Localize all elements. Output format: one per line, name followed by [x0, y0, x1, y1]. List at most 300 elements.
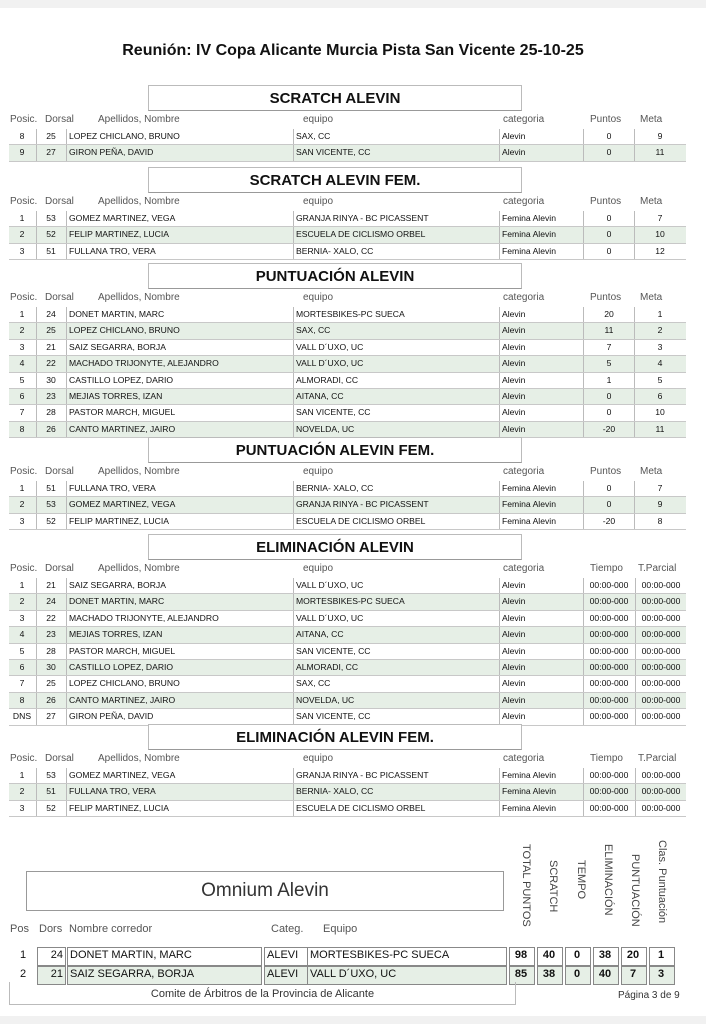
- footer-committee: Comite de Árbitros de la Provincia de Alicante: [9, 982, 516, 1005]
- section-rows: [9, 481, 686, 530]
- cell-t2: 00:00-000: [641, 580, 681, 590]
- cell-pts: 0: [606, 390, 612, 401]
- cell-team: ESCUELA DE CICLISMO ORBEL: [296, 802, 426, 813]
- cell-pos: 2: [19, 596, 25, 607]
- cell-t2: 00:00-000: [641, 786, 681, 797]
- column-divider: [634, 323, 635, 338]
- cell-pos: 8: [19, 131, 25, 141]
- section-title: PUNTUACIÓN ALEVIN: [148, 263, 522, 289]
- cell-name: PASTOR MARCH, MIGUEL: [69, 645, 176, 656]
- column-divider: [66, 405, 67, 420]
- column-divider: [293, 211, 294, 226]
- column-divider: [634, 422, 635, 437]
- table-row: [9, 693, 686, 709]
- cell-team: SAX, CC: [296, 131, 331, 141]
- cell-t1: 00:00-000: [589, 645, 629, 656]
- cell-t2: 00:00-000: [641, 770, 681, 780]
- column-divider: [293, 373, 294, 388]
- cell-team: SAX, CC: [296, 678, 331, 689]
- cell-name: MACHADO TRIJONYTE, ALEJANDRO: [69, 612, 219, 623]
- cell-t2: 00:00-000: [641, 629, 681, 640]
- table-row: [9, 211, 686, 227]
- column-divider: [293, 422, 294, 437]
- table-row: [9, 676, 686, 692]
- section-title: ELIMINACIÓN ALEVIN: [148, 534, 522, 560]
- cell-name: CANTO MARTINEZ, JAIRO: [69, 423, 176, 434]
- column-divider: [634, 340, 635, 355]
- cell-t1: 00:00-000: [589, 694, 629, 705]
- cell-meta: 5: [657, 374, 663, 385]
- column-divider: [66, 307, 67, 322]
- column-divider: [293, 644, 294, 659]
- cell-name: GOMEZ MARTINEZ, VEGA: [69, 499, 176, 510]
- table-row: [9, 481, 686, 497]
- cell-team: GRANJA RINYA - BC PICASSENT: [296, 499, 429, 510]
- section-rows: [9, 578, 686, 726]
- section-title: PUNTUACIÓN ALEVIN FEM.: [148, 437, 522, 463]
- header-cat: categoria: [503, 753, 545, 764]
- cell-team: VALL D´UXO, UC: [296, 358, 364, 369]
- cell-pos: 2: [19, 325, 25, 336]
- cell-cat: Alevin: [502, 358, 526, 369]
- table-row: [9, 644, 686, 660]
- cell-pts: 7: [606, 341, 612, 352]
- column-divider: [293, 481, 294, 496]
- header-pos: Posic.: [10, 196, 38, 207]
- header-pos: Posic.: [10, 563, 38, 574]
- cell-pos: 8: [19, 423, 25, 434]
- cell-pos: 7: [19, 678, 25, 689]
- header-dorsal: Dorsal: [45, 753, 74, 764]
- cell-cat: Alevin: [502, 325, 526, 336]
- cell-name: MEJIAS TORRES, IZAN: [69, 629, 163, 640]
- table-row: [9, 594, 686, 610]
- column-divider: [293, 594, 294, 609]
- column-divider: [634, 129, 635, 144]
- table-row: [9, 422, 686, 438]
- omnium-vertical-header: PUNTUACIÓN: [629, 854, 641, 927]
- cell-meta: 10: [655, 229, 665, 240]
- column-divider: [293, 129, 294, 144]
- column-divider: [499, 676, 500, 691]
- cell-cat: Alevin: [502, 390, 526, 401]
- column-divider: [293, 801, 294, 816]
- page-number: Página 3 de 9: [618, 990, 680, 1001]
- header-meta: Meta: [640, 196, 663, 207]
- column-divider: [583, 497, 584, 512]
- column-divider: [499, 627, 500, 642]
- cell-name: MACHADO TRIJONYTE, ALEJANDRO: [69, 358, 219, 369]
- omnium-header-name: Nombre corredor: [69, 923, 153, 935]
- omnium-cell-clas: 3: [657, 968, 665, 980]
- header-cat: categoria: [503, 466, 545, 477]
- cell-dorsal: 24: [46, 596, 56, 607]
- cell-pos: 7: [19, 407, 25, 418]
- cell-pts: -20: [602, 423, 616, 434]
- column-divider: [634, 356, 635, 371]
- header-t2: T.Parcial: [638, 563, 677, 574]
- cell-meta: 4: [657, 358, 663, 369]
- cell-name: FELIP MARTINEZ, LUCIA: [69, 515, 169, 526]
- omnium-title: Omnium Alevin: [26, 871, 504, 911]
- cell-t2: 00:00-000: [641, 645, 681, 656]
- cell-pos: 5: [19, 645, 25, 656]
- column-divider: [499, 211, 500, 226]
- column-divider: [66, 129, 67, 144]
- column-divider: [293, 145, 294, 160]
- column-divider: [499, 356, 500, 371]
- cell-dorsal: 51: [46, 245, 56, 256]
- cell-dorsal: 26: [46, 694, 56, 705]
- column-divider: [583, 211, 584, 226]
- table-row: [9, 611, 686, 627]
- cell-meta: 2: [657, 325, 663, 336]
- cell-meta: 1: [657, 309, 663, 319]
- column-divider: [499, 611, 500, 626]
- column-divider: [583, 145, 584, 160]
- omnium-cell-team: VALL D´UXO, UC: [310, 968, 397, 980]
- cell-pos: 6: [19, 661, 25, 672]
- column-divider: [634, 389, 635, 404]
- column-divider: [583, 422, 584, 437]
- column-divider: [293, 578, 294, 593]
- table-row: [9, 405, 686, 421]
- cell-dorsal: 26: [46, 423, 56, 434]
- column-divider: [66, 514, 67, 529]
- cell-pos: 1: [19, 309, 25, 319]
- table-row: [9, 578, 686, 594]
- column-divider: [66, 801, 67, 816]
- omnium-cell-elim: 40: [598, 968, 612, 980]
- cell-team: SAN VICENTE, CC: [296, 645, 371, 656]
- omnium-vertical-header: Clas. Puntuación: [656, 840, 668, 924]
- column-divider: [499, 660, 500, 675]
- column-divider: [499, 784, 500, 799]
- column-divider: [293, 323, 294, 338]
- header-name: Apellidos, Nombre: [98, 292, 180, 303]
- cell-name: CANTO MARTINEZ, JAIRO: [69, 694, 176, 705]
- cell-cat: Alevin: [502, 645, 526, 656]
- cell-team: SAX, CC: [296, 325, 331, 336]
- column-divider: [293, 709, 294, 724]
- header-name: Apellidos, Nombre: [98, 753, 180, 764]
- omnium-cell-pos: 2: [19, 968, 27, 980]
- omnium-cell-name: SAIZ SEGARRA, BORJA: [70, 968, 195, 980]
- header-pos: Posic.: [10, 292, 38, 303]
- cell-pos: 3: [19, 341, 25, 352]
- header-t1: Tiempo: [590, 753, 623, 764]
- cell-pos: DNS: [12, 711, 32, 722]
- column-divider: [583, 227, 584, 242]
- cell-dorsal: 53: [46, 499, 56, 510]
- cell-dorsal: 21: [46, 580, 56, 590]
- cell-meta: 6: [657, 390, 663, 401]
- page-title: Reunión: IV Copa Alicante Murcia Pista San Vicente 25-10-25: [122, 42, 584, 59]
- header-pos: Posic.: [10, 114, 38, 125]
- header-dorsal: Dorsal: [45, 466, 74, 477]
- cell-pts: 0: [606, 483, 612, 493]
- cell-t1: 00:00-000: [589, 612, 629, 623]
- table-row: [9, 145, 686, 161]
- cell-name: CASTILLO LOPEZ, DARIO: [69, 661, 174, 672]
- cell-t2: 00:00-000: [641, 596, 681, 607]
- section-rows: [9, 307, 686, 438]
- column-divider: [66, 227, 67, 242]
- section-rows: [9, 211, 686, 260]
- cell-cat: Alevin: [502, 661, 526, 672]
- omnium-cell-tempo: 0: [573, 949, 581, 961]
- omnium-cell-scratch: 40: [542, 949, 556, 961]
- column-divider: [634, 497, 635, 512]
- cell-name: LOPEZ CHICLANO, BRUNO: [69, 131, 180, 141]
- cell-t1: 00:00-000: [589, 629, 629, 640]
- header-team: equipo: [303, 753, 334, 764]
- header-pts: Puntos: [590, 196, 622, 207]
- cell-cat: Alevin: [502, 407, 526, 418]
- cell-team: SAN VICENTE, CC: [296, 711, 371, 722]
- cell-pts: 20: [604, 309, 614, 319]
- header-pts: Puntos: [590, 292, 622, 303]
- column-divider: [499, 481, 500, 496]
- header-meta: Meta: [640, 114, 663, 125]
- column-divider: [293, 768, 294, 783]
- omnium-cell-elim: 38: [598, 949, 612, 961]
- column-divider: [293, 611, 294, 626]
- header-t2: T.Parcial: [638, 753, 677, 764]
- header-dorsal: Dorsal: [45, 114, 74, 125]
- column-divider: [66, 627, 67, 642]
- cell-pts: 0: [606, 131, 612, 141]
- cell-pos: 1: [19, 770, 25, 780]
- column-divider: [66, 594, 67, 609]
- column-divider: [66, 422, 67, 437]
- column-divider: [293, 227, 294, 242]
- table-row: [9, 244, 686, 260]
- column-divider: [293, 356, 294, 371]
- omnium-cell-tempo: 0: [573, 968, 581, 980]
- omnium-vertical-header: TEMPO: [575, 860, 587, 900]
- cell-dorsal: 52: [46, 515, 56, 526]
- column-divider: [583, 244, 584, 259]
- cell-t2: 00:00-000: [641, 612, 681, 623]
- column-divider: [293, 405, 294, 420]
- column-divider: [66, 145, 67, 160]
- section-header: [0, 563, 706, 575]
- cell-team: GRANJA RINYA - BC PICASSENT: [296, 770, 429, 780]
- header-pos: Posic.: [10, 753, 38, 764]
- cell-t1: 00:00-000: [589, 786, 629, 797]
- column-divider: [634, 481, 635, 496]
- cell-meta: 11: [655, 423, 665, 434]
- cell-dorsal: 51: [46, 786, 56, 797]
- column-divider: [66, 323, 67, 338]
- column-divider: [634, 373, 635, 388]
- header-pos: Posic.: [10, 466, 38, 477]
- header-name: Apellidos, Nombre: [98, 114, 180, 125]
- omnium-cell-scratch: 38: [542, 968, 556, 980]
- column-divider: [499, 768, 500, 783]
- column-divider: [499, 405, 500, 420]
- cell-meta: 9: [657, 131, 663, 141]
- table-row: [9, 389, 686, 405]
- section-header: [0, 196, 706, 208]
- cell-team: ESCUELA DE CICLISMO ORBEL: [296, 229, 426, 240]
- column-divider: [66, 660, 67, 675]
- column-divider: [66, 211, 67, 226]
- omnium-header-cat: Categ.: [271, 923, 304, 935]
- column-divider: [66, 693, 67, 708]
- cell-dorsal: 27: [46, 711, 56, 722]
- cell-name: FULLANA TRO, VERA: [69, 245, 156, 256]
- cell-pts: 0: [606, 245, 612, 256]
- column-divider: [583, 340, 584, 355]
- section-header: [0, 114, 706, 126]
- column-divider: [583, 481, 584, 496]
- column-divider: [583, 356, 584, 371]
- cell-t2: 00:00-000: [641, 694, 681, 705]
- cell-pts: 0: [606, 213, 612, 223]
- column-divider: [293, 660, 294, 675]
- cell-t1: 00:00-000: [589, 711, 629, 722]
- header-team: equipo: [303, 114, 334, 125]
- cell-cat: Femina Alevin: [502, 802, 556, 813]
- cell-t2: 00:00-000: [641, 661, 681, 672]
- header-name: Apellidos, Nombre: [98, 563, 180, 574]
- column-divider: [583, 514, 584, 529]
- cell-team: BERNIA- XALO, CC: [296, 483, 374, 493]
- header-t1: Tiempo: [590, 563, 623, 574]
- section-rows: [9, 768, 686, 817]
- cell-team: NOVELDA, UC: [296, 694, 355, 705]
- cell-pos: 1: [19, 213, 25, 223]
- cell-pos: 8: [19, 694, 25, 705]
- cell-name: FELIP MARTINEZ, LUCIA: [69, 229, 169, 240]
- column-divider: [634, 227, 635, 242]
- omnium-cell-clas: 1: [657, 949, 665, 961]
- cell-cat: Alevin: [502, 374, 526, 385]
- cell-dorsal: 53: [46, 213, 56, 223]
- cell-meta: 7: [657, 483, 663, 493]
- header-team: equipo: [303, 563, 334, 574]
- omnium-cell-punt: 20: [626, 949, 640, 961]
- column-divider: [634, 244, 635, 259]
- header-meta: Meta: [640, 466, 663, 477]
- table-row: [9, 627, 686, 643]
- cell-pos: 4: [19, 358, 25, 369]
- cell-t1: 00:00-000: [589, 596, 629, 607]
- cell-pts: 0: [606, 147, 612, 158]
- cell-cat: Alevin: [502, 612, 526, 623]
- cell-t2: 00:00-000: [641, 678, 681, 689]
- cell-dorsal: 30: [46, 374, 56, 385]
- cell-team: MORTESBIKES-PC SUECA: [296, 309, 405, 319]
- column-divider: [66, 709, 67, 724]
- cell-meta: 11: [655, 147, 665, 158]
- cell-cat: Alevin: [502, 423, 526, 434]
- cell-name: SAIZ SEGARRA, BORJA: [69, 580, 166, 590]
- omnium-row: [0, 946, 706, 965]
- cell-dorsal: 24: [46, 309, 56, 319]
- column-divider: [583, 307, 584, 322]
- column-divider: [293, 307, 294, 322]
- header-dorsal: Dorsal: [45, 196, 74, 207]
- column-divider: [499, 709, 500, 724]
- cell-meta: 10: [655, 407, 665, 418]
- column-divider: [293, 676, 294, 691]
- cell-team: NOVELDA, UC: [296, 423, 355, 434]
- cell-name: LOPEZ CHICLANO, BRUNO: [69, 678, 180, 689]
- column-divider: [293, 340, 294, 355]
- column-divider: [634, 307, 635, 322]
- column-divider: [499, 227, 500, 242]
- cell-name: FELIP MARTINEZ, LUCIA: [69, 802, 169, 813]
- column-divider: [499, 578, 500, 593]
- cell-team: MORTESBIKES-PC SUECA: [296, 596, 405, 607]
- cell-dorsal: 52: [46, 802, 56, 813]
- column-divider: [583, 373, 584, 388]
- cell-cat: Alevin: [502, 580, 526, 590]
- cell-meta: 3: [657, 341, 663, 352]
- cell-cat: Femina Alevin: [502, 229, 556, 240]
- cell-dorsal: 30: [46, 661, 56, 672]
- cell-dorsal: 28: [46, 645, 56, 656]
- cell-pts: -20: [602, 515, 616, 526]
- cell-pts: 0: [606, 407, 612, 418]
- omnium-cell-dors: 21: [50, 968, 63, 980]
- cell-name: GIRON PEÑA, DAVID: [69, 147, 154, 158]
- cell-pts: 1: [606, 374, 612, 385]
- column-divider: [66, 373, 67, 388]
- header-pts: Puntos: [590, 466, 622, 477]
- cell-name: MEJIAS TORRES, IZAN: [69, 390, 163, 401]
- cell-cat: Alevin: [502, 678, 526, 689]
- section-header: [0, 466, 706, 478]
- table-row: [9, 768, 686, 784]
- cell-cat: Alevin: [502, 711, 526, 722]
- omnium-cell-name: DONET MARTIN, MARC: [70, 949, 192, 961]
- column-divider: [293, 244, 294, 259]
- cell-cat: Alevin: [502, 629, 526, 640]
- header-cat: categoria: [503, 563, 545, 574]
- cell-cat: Femina Alevin: [502, 213, 556, 223]
- omnium-cell-dors: 24: [50, 949, 63, 961]
- section-title: ELIMINACIÓN ALEVIN FEM.: [148, 724, 522, 750]
- header-cat: categoria: [503, 292, 545, 303]
- cell-pts: 11: [604, 325, 614, 336]
- header-dorsal: Dorsal: [45, 292, 74, 303]
- header-dorsal: Dorsal: [45, 563, 74, 574]
- omnium-vertical-header: SCRATCH: [547, 860, 559, 913]
- header-cat: categoria: [503, 196, 545, 207]
- table-row: [9, 801, 686, 817]
- column-divider: [583, 389, 584, 404]
- table-row: [9, 129, 686, 145]
- table-row: [9, 227, 686, 243]
- column-divider: [66, 578, 67, 593]
- omnium-cell-total: 85: [514, 968, 528, 980]
- table-row: [9, 373, 686, 389]
- header-name: Apellidos, Nombre: [98, 196, 180, 207]
- column-divider: [583, 129, 584, 144]
- cell-cat: Alevin: [502, 341, 526, 352]
- omnium-cell-total: 98: [514, 949, 528, 961]
- omnium-cell-cat: ALEVI: [267, 968, 299, 980]
- table-row: [9, 514, 686, 530]
- cell-team: VALL D´UXO, UC: [296, 341, 364, 352]
- column-divider: [293, 627, 294, 642]
- cell-pos: 2: [19, 499, 25, 510]
- column-divider: [499, 389, 500, 404]
